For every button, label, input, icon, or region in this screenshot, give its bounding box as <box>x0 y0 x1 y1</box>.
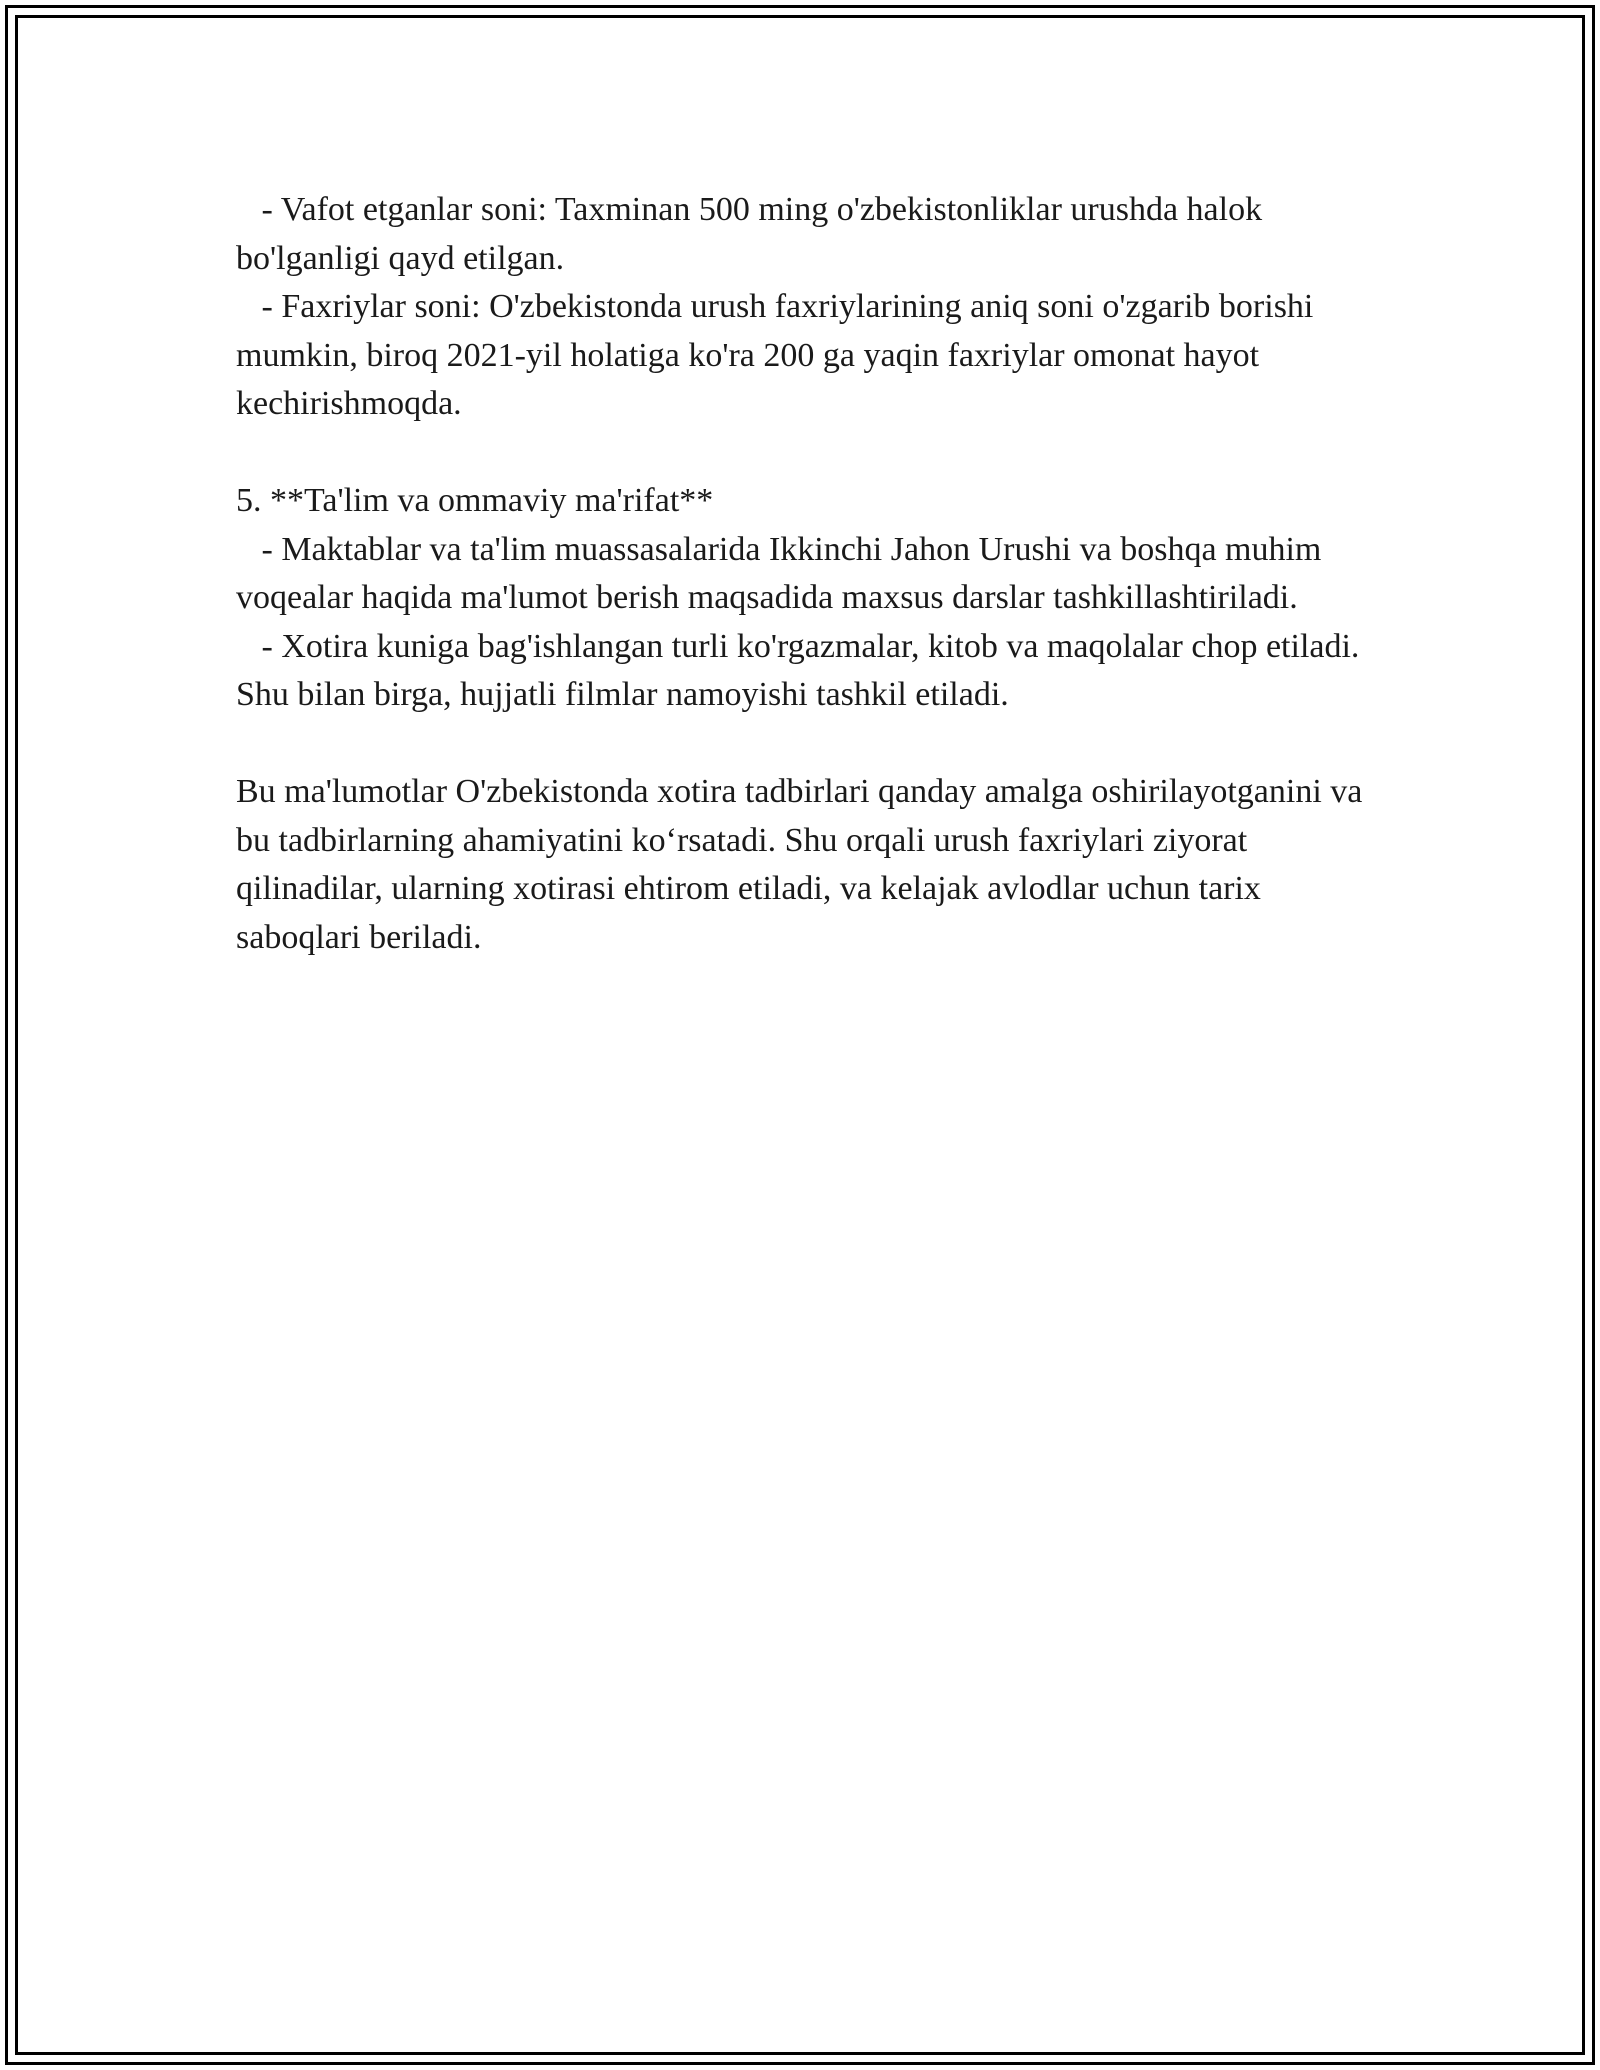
conclusion-paragraph: Bu ma'lumotlar O'zbekistonda xotira tadbirlari qanday amalga oshirilayotganini va bu tadbirlarning ahamiyatini ko‘rsatadi. Shu orqali urush faxriylari ziyorat qilinadilar, ularning xotirasi ehtirom etiladi, va kelajak avlodlar uchun tarix saboqlari beriladi. <box>236 773 1371 956</box>
section-heading: 5. **Ta'lim va ommaviy ma'rifat** <box>236 482 714 519</box>
bullet-schools: - Maktablar va ta'lim muassasalarida Ikkinchi Jahon Urushi va boshqa muhim voqealar haqida ma'lumot berish maqsadida maxsus darslar tashkillashtiriladi. <box>236 530 1330 616</box>
bullet-exhibitions: - Xotira kuniga bag'ishlangan turli ko'rgazmalar, kitob va maqolalar chop etiladi. Shu bilan birga, hujjatli filmlar namoyishi tashkil etiladi. <box>236 627 1368 713</box>
bullet-deaths: - Vafot etganlar soni: Taxminan 500 ming o'zbekistonliklar urushda halok bo'lganligi qayd etilgan. <box>236 191 1271 277</box>
paragraph-spacer <box>236 429 1386 478</box>
document-body <box>236 186 1386 962</box>
paragraph-spacer <box>236 720 1386 769</box>
bullet-veterans: - Faxriylar soni: O'zbekistonda urush faxriylarining aniq soni o'zgarib borishi mumkin, biroq 2021-yil holatiga ko'ra 200 ga yaqin faxriylar omonat hayot kechirishmoqda. <box>236 288 1322 422</box>
